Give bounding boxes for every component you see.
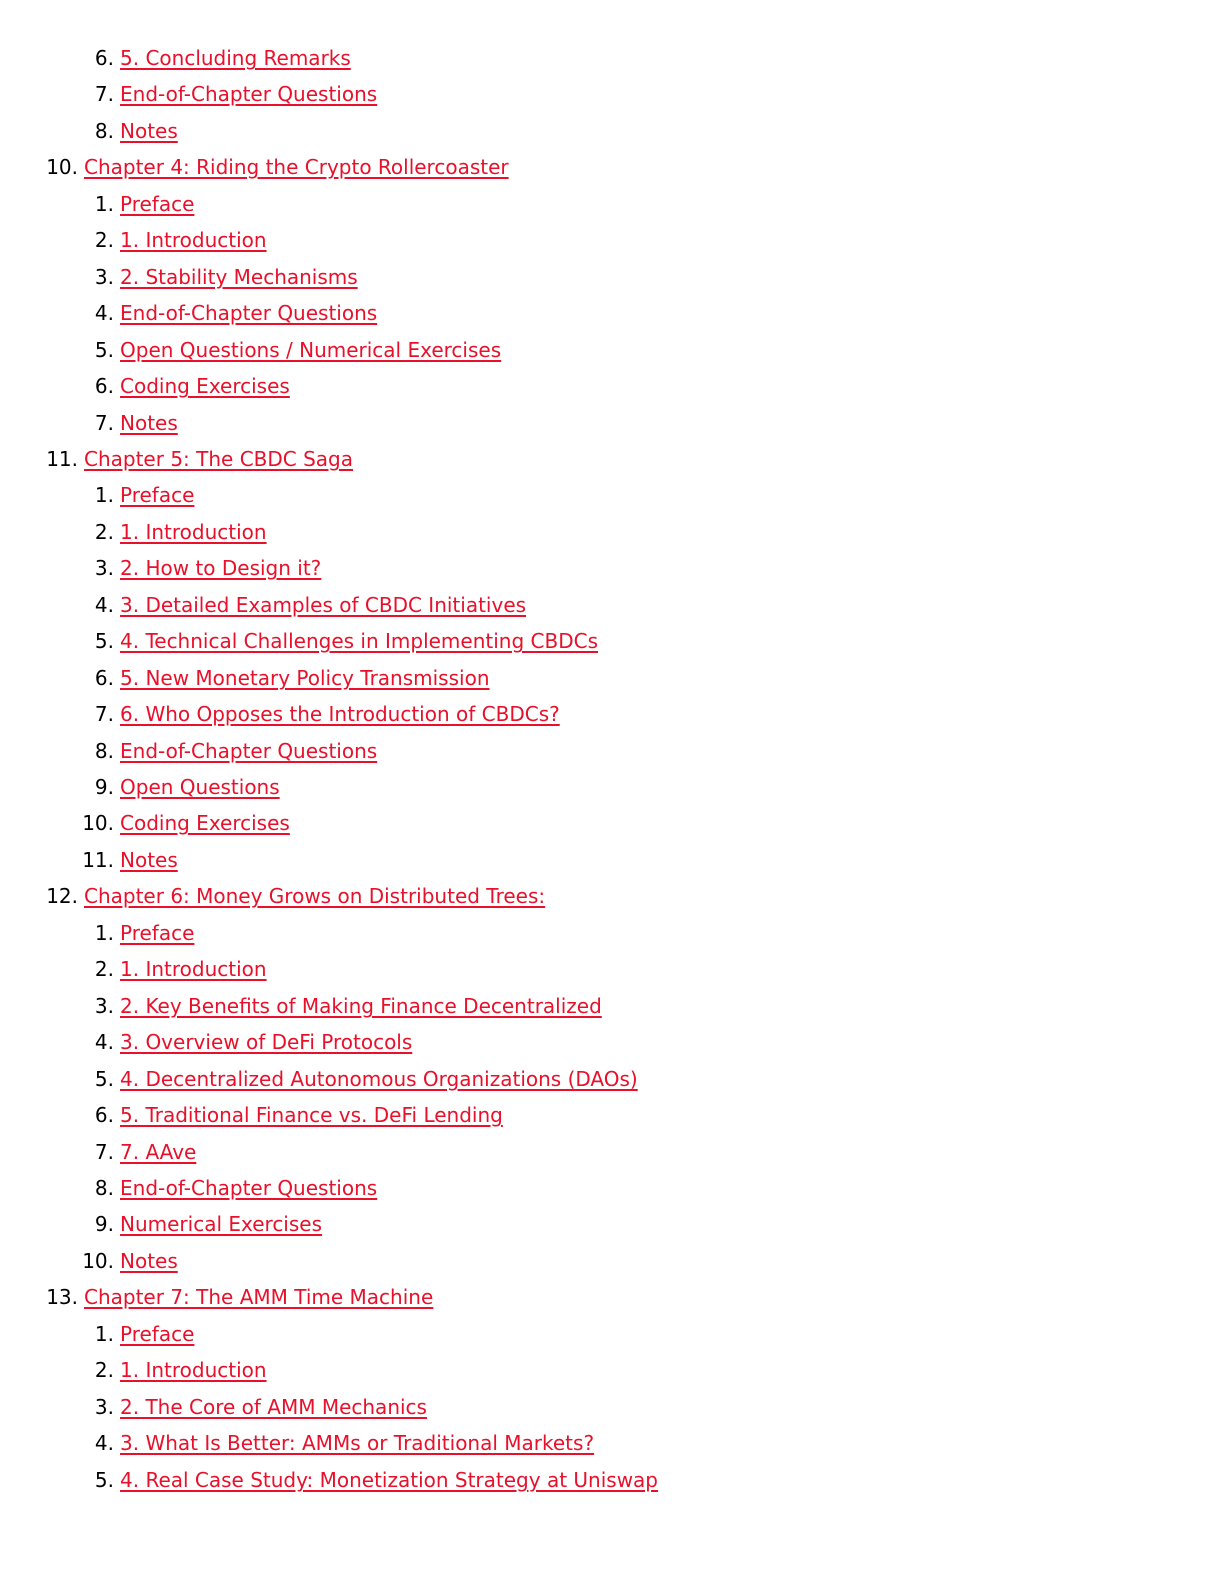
- toc-section-entry: [0, 955, 267, 983]
- toc-entry-number: 4.: [94, 1030, 114, 1054]
- toc-entry-number: 6.: [94, 374, 114, 398]
- section-link[interactable]: 3. Detailed Examples of CBDC Initiatives: [120, 593, 527, 617]
- toc-section-entry: [0, 591, 526, 619]
- toc-entry-number: 10.: [46, 155, 78, 179]
- section-link[interactable]: 1. Introduction: [120, 520, 267, 544]
- toc-entry-number: 7.: [94, 82, 114, 106]
- toc-entry-number: 4.: [94, 301, 114, 325]
- toc-chapter-entry: [0, 1283, 433, 1311]
- toc-entry-number: 9.: [94, 775, 114, 799]
- toc-section-entry: [0, 919, 194, 947]
- toc-section-entry: [0, 1101, 503, 1129]
- section-link[interactable]: Open Questions: [120, 775, 280, 799]
- section-link[interactable]: 1. Introduction: [120, 1358, 267, 1382]
- toc-entry-number: 7.: [94, 1140, 114, 1164]
- toc-entry-number: 12.: [46, 884, 78, 908]
- toc-section-entry: [0, 1210, 322, 1238]
- toc-section-entry: [0, 336, 501, 364]
- toc-chapter-entry: [0, 445, 353, 473]
- toc-section-entry: [0, 299, 377, 327]
- section-link[interactable]: Notes: [120, 411, 178, 435]
- toc-section-entry: [0, 1429, 594, 1457]
- toc-entry-number: 1.: [94, 921, 114, 945]
- toc-section-entry: [0, 226, 267, 254]
- toc-section-entry: [0, 1028, 412, 1056]
- toc-entry-number: 3.: [94, 265, 114, 289]
- toc-section-entry: [0, 1466, 658, 1494]
- toc-entry-number: 5.: [94, 338, 114, 362]
- toc-entry-number: 8.: [94, 119, 114, 143]
- toc-entry-number: 9.: [94, 1212, 114, 1236]
- section-link[interactable]: End-of-Chapter Questions: [120, 739, 378, 763]
- toc-section-entry: [0, 409, 178, 437]
- toc-entry-number: 1.: [94, 192, 114, 216]
- toc-entry-number: 6.: [94, 46, 114, 70]
- toc-entry-number: 3.: [94, 1395, 114, 1419]
- toc-section-entry: [0, 1356, 267, 1384]
- section-link[interactable]: End-of-Chapter Questions: [120, 82, 378, 106]
- toc-section-entry: [0, 1247, 178, 1275]
- chapter-link[interactable]: Chapter 6: Money Grows on Distributed Trees:: [84, 884, 546, 908]
- section-link[interactable]: Notes: [120, 848, 178, 872]
- toc-section-entry: [0, 80, 377, 108]
- section-link[interactable]: Coding Exercises: [120, 374, 290, 398]
- toc-entry-number: 2.: [94, 1358, 114, 1382]
- section-link[interactable]: 5. New Monetary Policy Transmission: [120, 666, 490, 690]
- toc-section-entry: [0, 1174, 377, 1202]
- section-link[interactable]: 1. Introduction: [120, 957, 267, 981]
- toc-section-entry: [0, 372, 290, 400]
- toc-entry-number: 8.: [94, 739, 114, 763]
- toc-section-entry: [0, 518, 267, 546]
- toc-entry-number: 2.: [94, 228, 114, 252]
- toc-chapter-entry: [0, 153, 509, 181]
- toc-section-entry: [0, 263, 358, 291]
- toc-entry-number: 2.: [94, 520, 114, 544]
- toc-entry-number: 6.: [94, 666, 114, 690]
- toc-section-entry: [0, 1393, 427, 1421]
- toc-section-entry: [0, 1138, 196, 1166]
- section-link[interactable]: 2. Key Benefits of Making Finance Decentralized: [120, 994, 602, 1018]
- toc-entry-number: 3.: [94, 994, 114, 1018]
- section-link[interactable]: 2. The Core of AMM Mechanics: [120, 1395, 427, 1419]
- section-link[interactable]: 3. Overview of DeFi Protocols: [120, 1030, 413, 1054]
- toc-entry-number: 11.: [46, 447, 78, 471]
- section-link[interactable]: Preface: [120, 192, 195, 216]
- toc-entry-number: 5.: [94, 1468, 114, 1492]
- toc-entry-number: 13.: [46, 1285, 78, 1309]
- toc-section-entry: [0, 737, 377, 765]
- section-link[interactable]: 2. How to Design it?: [120, 556, 322, 580]
- toc-section-entry: [0, 44, 351, 72]
- toc-entry-number: 7.: [94, 702, 114, 726]
- chapter-link[interactable]: Chapter 7: The AMM Time Machine: [84, 1285, 434, 1309]
- toc-entry-number: 2.: [94, 957, 114, 981]
- toc-chapter-entry: [0, 882, 545, 910]
- section-link[interactable]: Open Questions / Numerical Exercises: [120, 338, 502, 362]
- toc-entry-number: 11.: [82, 848, 114, 872]
- toc-section-entry: [0, 700, 560, 728]
- toc-section-entry: [0, 117, 178, 145]
- toc-entry-number: 6.: [94, 1103, 114, 1127]
- toc-entry-number: 5.: [94, 629, 114, 653]
- section-link[interactable]: Preface: [120, 1322, 195, 1346]
- toc-entry-number: 1.: [94, 1322, 114, 1346]
- toc-entry-number: 1.: [94, 483, 114, 507]
- section-link[interactable]: Coding Exercises: [120, 811, 290, 835]
- toc-section-entry: [0, 190, 194, 218]
- toc-section-entry: [0, 664, 490, 692]
- section-link[interactable]: 4. Real Case Study: Monetization Strategy at Uniswap: [120, 1468, 658, 1492]
- section-link[interactable]: 6. Who Opposes the Introduction of CBDCs?: [120, 702, 560, 726]
- section-link[interactable]: 2. Stability Mechanisms: [120, 265, 358, 289]
- toc-section-entry: [0, 992, 602, 1020]
- toc-section-entry: [0, 627, 598, 655]
- toc-entry-number: 8.: [94, 1176, 114, 1200]
- toc-entry-number: 5.: [94, 1067, 114, 1091]
- toc-section-entry: [0, 773, 280, 801]
- section-link[interactable]: 1. Introduction: [120, 228, 267, 252]
- section-link[interactable]: 7. AAve: [120, 1140, 197, 1164]
- toc-section-entry: [0, 481, 194, 509]
- toc-section-entry: [0, 554, 321, 582]
- section-link[interactable]: 4. Technical Challenges in Implementing CBDCs: [120, 629, 598, 653]
- toc-entry-number: 3.: [94, 556, 114, 580]
- toc-section-entry: [0, 1320, 194, 1348]
- section-link[interactable]: 3. What Is Better: AMMs or Traditional Markets?: [120, 1431, 595, 1455]
- section-link[interactable]: Numerical Exercises: [120, 1212, 323, 1236]
- toc-entry-number: 4.: [94, 593, 114, 617]
- toc-entry-number: 10.: [82, 811, 114, 835]
- toc-entry-number: 10.: [82, 1249, 114, 1273]
- section-link[interactable]: Preface: [120, 921, 195, 945]
- toc-entry-number: 4.: [94, 1431, 114, 1455]
- toc-section-entry: [0, 809, 290, 837]
- toc-section-entry: [0, 1065, 638, 1093]
- section-link[interactable]: End-of-Chapter Questions: [120, 1176, 378, 1200]
- section-link[interactable]: Preface: [120, 483, 195, 507]
- section-link[interactable]: End-of-Chapter Questions: [120, 301, 378, 325]
- toc-section-entry: [0, 846, 178, 874]
- section-link[interactable]: Notes: [120, 119, 178, 143]
- section-link[interactable]: 4. Decentralized Autonomous Organizations (DAOs): [120, 1067, 638, 1091]
- section-link[interactable]: 5. Traditional Finance vs. DeFi Lending: [120, 1103, 503, 1127]
- chapter-link[interactable]: Chapter 5: The CBDC Saga: [84, 447, 354, 471]
- chapter-link[interactable]: Chapter 4: Riding the Crypto Rollercoaster: [84, 155, 509, 179]
- section-link[interactable]: 5. Concluding Remarks: [120, 46, 351, 70]
- section-link[interactable]: Notes: [120, 1249, 178, 1273]
- toc-entry-number: 7.: [94, 411, 114, 435]
